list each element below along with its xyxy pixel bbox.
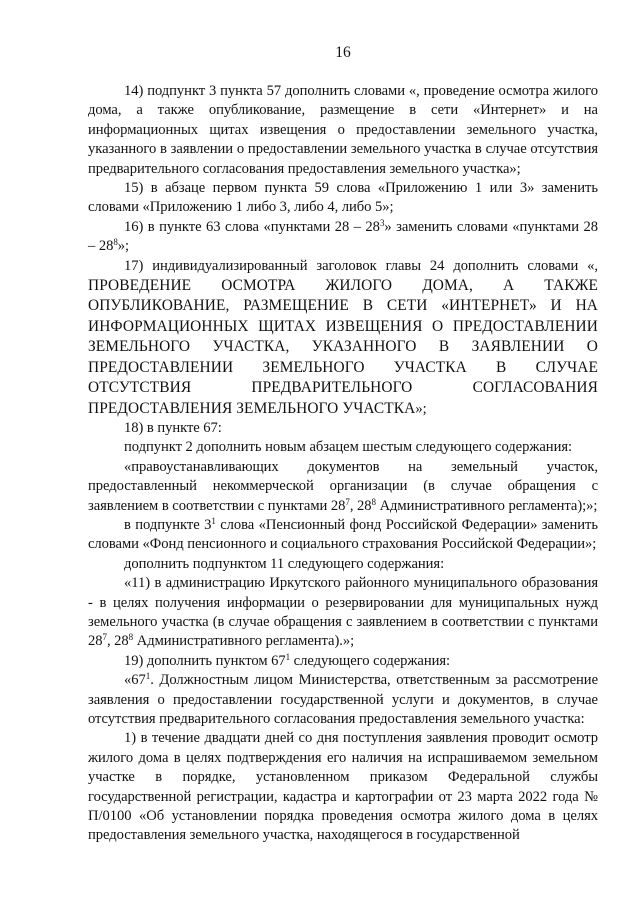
text-run: 15) в абзаце первом пункта 59 слова «Приложению 1 или 3» заменить словами «Приложению 1 либо 3, либо 4, либо 5»; bbox=[88, 180, 598, 216]
text-run: »; bbox=[415, 400, 427, 417]
heading-caps-text: ПРОВЕДЕНИЕ ОСМОТРА ЖИЛОГО ДОМА, А ТАКЖЕ ОПУБЛИКОВАНИЕ, РАЗМЕЩЕНИЕ В СЕТИ «ИНТЕРНЕТ» И НА ИНФОРМАЦИОННЫХ ЩИТАХ ИЗВЕЩЕНИЯ О ПРЕДОСТАВЛЕНИИ ЗЕМЕЛЬНОГО УЧАСТКА, УКАЗАННОГО В ЗАЯВЛЕНИИ О ПРЕДОСТАВЛЕНИИ ЗЕМЕЛЬНОГО УЧАСТКА В СЛУЧАЕ ОТСУТСТВИЯ ПРЕДВАРИТЕЛЬНОГО СОГЛАСОВАНИЯ ПРЕДОСТАВЛЕНИЯ ЗЕМЕЛЬНОГО УЧАСТКА bbox=[88, 277, 598, 417]
superscript: 8 bbox=[371, 496, 376, 507]
text-run: »; bbox=[117, 238, 130, 255]
paragraph-p14 bbox=[88, 82, 598, 179]
superscript: 1 bbox=[211, 515, 216, 526]
text-run: 16) в пункте 63 слова «пунктами 28 – 28 bbox=[124, 218, 380, 235]
text-run: Административного регламента).»; bbox=[133, 633, 355, 650]
text-run: 17) индивидуализированный заголовок главы 24 дополнить словами «, bbox=[124, 257, 598, 274]
text-run: дополнить подпунктом 11 следующего содержания: bbox=[124, 555, 445, 572]
text-run: , 28 bbox=[106, 633, 129, 650]
text-run: слова «Пенсионный фонд Российской Федерации» заменить словами «Фонд пенсионного и социального страхования Российской Федерации»; bbox=[88, 516, 598, 553]
text-run: «11) в администрацию Иркутского районного муниципального образования - в целях получения информации о резервировании для муниципальных нужд земельного участка (в случае обращения с заявлением в соответствии с пунктами 28 bbox=[88, 575, 598, 650]
paragraph-p18 bbox=[88, 419, 598, 438]
superscript: 7 bbox=[102, 632, 107, 643]
text-run: «67 bbox=[124, 672, 146, 689]
paragraph-p18e bbox=[88, 574, 598, 652]
text-run: 19) дополнить пунктом 67 bbox=[124, 652, 286, 669]
superscript: 8 bbox=[113, 237, 118, 248]
paragraph-p16 bbox=[88, 218, 598, 257]
text-run: » заменить словами «пунктами 28 – 28 bbox=[88, 218, 598, 255]
page-number: 16 bbox=[335, 44, 351, 61]
paragraph-p17 bbox=[88, 257, 598, 419]
paragraph-p18a bbox=[88, 438, 598, 457]
paragraph-p18b bbox=[88, 458, 598, 516]
superscript: 3 bbox=[379, 217, 385, 228]
superscript: 7 bbox=[345, 496, 350, 507]
text-run: , 28 bbox=[349, 497, 372, 514]
text-run: «правоустанавливающих документов на земельный участок, предоставленный некоммерческой организации (в случае обращения с заявлением в соответствии с пунктами 28 bbox=[88, 458, 598, 514]
superscript: 1 bbox=[285, 651, 291, 662]
paragraph-p18c bbox=[88, 516, 598, 555]
text-run: 1) в течение двадцати дней со дня поступления заявления проводит осмотр жилого дома в целях подтверждения его наличия на испрашиваемом земельном участке в порядке, установленном приказом Федеральной службы государственной регистрации, кадастра и картографии от 23 марта 2022 года № П/0100 «Об установлении порядка проведения осмотра жилого дома в целях предоставления земельного участка, находящегося в государственной bbox=[88, 730, 598, 844]
text-run: Административного регламента);»; bbox=[375, 497, 598, 514]
text-run: 14) подпункт 3 пункта 57 дополнить словами «, проведение осмотра жилого дома, а также опубликование, размещение в сети «Интернет» и на информационных щитах извещения о предоставлении земельного участка, указанного в заявлении о предоставлении земельного участка в случае отсутствия предварительного согласования предоставления земельного участка»; bbox=[88, 83, 598, 177]
paragraph-p19b bbox=[88, 729, 598, 845]
text-run: . Должностным лицом Министерства, ответственным за рассмотрение заявления о предоставлении государственной услуги и документов, в случае отсутствия предварительного согласования предоставления земельного участка: bbox=[88, 672, 598, 727]
superscript: 1 bbox=[145, 671, 151, 682]
text-run: следующего содержания: bbox=[290, 652, 451, 669]
text-run: 18) в пункте 67: bbox=[124, 419, 222, 436]
superscript: 8 bbox=[128, 632, 134, 643]
document-body bbox=[88, 82, 598, 846]
paragraph-p15 bbox=[88, 179, 598, 218]
paragraph-p19 bbox=[88, 652, 598, 671]
text-run: в подпункте 3 bbox=[124, 516, 212, 533]
text-run: подпункт 2 дополнить новым абзацем шестым следующего содержания: bbox=[124, 439, 572, 456]
paragraph-p19a bbox=[88, 671, 598, 729]
paragraph-p18d bbox=[88, 555, 598, 574]
